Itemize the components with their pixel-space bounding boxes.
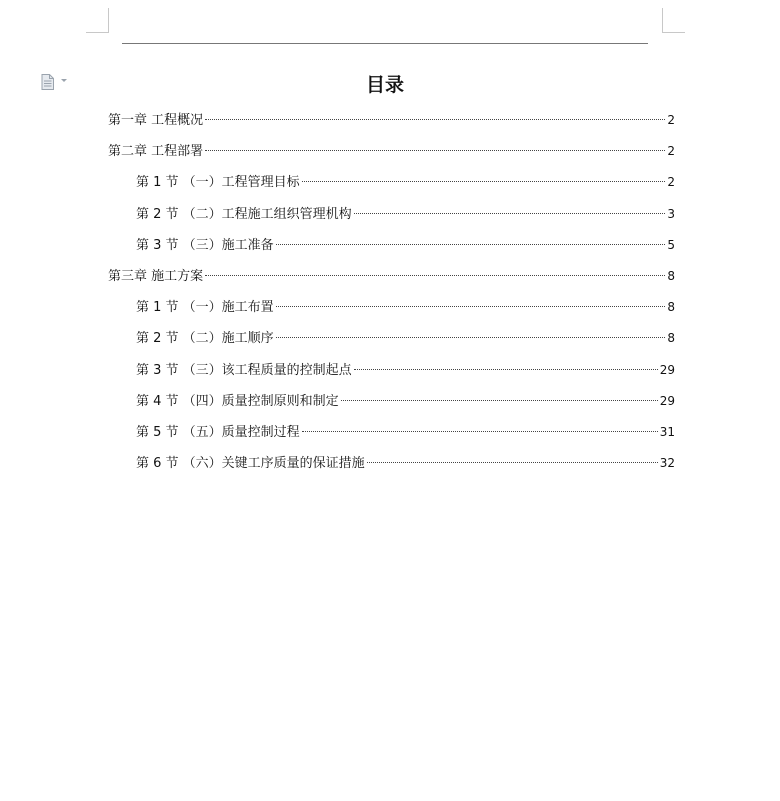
crop-mark-top-right [662, 8, 685, 33]
toc-entry-label: 第一章 工程概况 [108, 113, 204, 128]
toc-entry[interactable] [108, 261, 675, 292]
toc-entry[interactable] [108, 386, 675, 417]
toc-entry-page-number: 8 [667, 331, 675, 346]
toc-entry-page-number: 2 [667, 113, 675, 127]
toc-dot-leader [276, 337, 666, 338]
toc-entry-label: 第 3 节 （三）该工程质量的控制起点 [136, 362, 352, 378]
toc-dot-leader [276, 306, 666, 307]
toc-entry[interactable] [108, 417, 675, 448]
toc-entry-page-number: 2 [667, 144, 675, 159]
toc-entry[interactable] [108, 292, 675, 323]
toc-entry[interactable] [108, 230, 675, 261]
toc-entry[interactable] [108, 199, 675, 230]
toc-entry-page-number: 32 [659, 456, 675, 471]
toc-dot-leader [302, 181, 666, 182]
toc-entry[interactable] [108, 136, 675, 167]
toc-entry-label: 第 1 节 （一）施工布置 [136, 300, 274, 316]
toc-entry-page-number: 29 [659, 393, 675, 408]
crop-mark-top-left [86, 8, 109, 33]
toc-entry-page-number: 8 [667, 268, 675, 283]
toc-dot-leader [302, 431, 658, 432]
toc-entry-label: 第 3 节 （三）施工准备 [136, 237, 274, 253]
toc-dot-leader [354, 369, 658, 370]
header-rule [122, 43, 648, 44]
toc-entry[interactable] [108, 355, 675, 386]
toc-dot-leader [276, 244, 666, 245]
toc-entry-page-number: 29 [659, 362, 675, 377]
toc-entry-label: 第三章 施工方案 [108, 268, 204, 284]
toc-entry[interactable] [108, 167, 675, 198]
toc-entry-label: 第 5 节 （五）质量控制过程 [136, 424, 300, 440]
toc-entry-label: 第 1 节 （一）工程管理目标 [136, 175, 300, 191]
toc-dot-leader [341, 400, 658, 401]
toc-entry[interactable] [108, 448, 675, 479]
toc-dot-leader [354, 213, 666, 214]
toc-entry-label: 第 4 节 （四）质量控制原则和制定 [136, 393, 339, 409]
toc-dot-leader [367, 462, 658, 463]
toc-entry-label: 第 2 节 （二）施工顺序 [136, 331, 274, 347]
toc-dot-leader [205, 275, 665, 276]
toc-entry-label: 第 2 节 （二）工程施工组织管理机构 [136, 206, 352, 222]
toc-entry-label: 第二章 工程部署 [108, 144, 204, 160]
toc-entry-page-number: 2 [667, 175, 675, 190]
toc-entry-page-number: 31 [659, 424, 675, 439]
table-of-contents [108, 105, 675, 479]
toc-entry-label: 第 6 节 （六）关键工序质量的保证措施 [136, 456, 365, 472]
toc-entry-page-number: 8 [667, 300, 675, 315]
toc-entry-page-number: 3 [667, 206, 675, 221]
toc-dot-leader [205, 119, 665, 120]
page-title: 目录 [365, 74, 404, 96]
toc-entry[interactable] [108, 323, 675, 354]
toc-entry-page-number: 5 [667, 237, 675, 252]
toc-entry[interactable] [108, 105, 675, 136]
toc-dot-leader [205, 150, 665, 151]
